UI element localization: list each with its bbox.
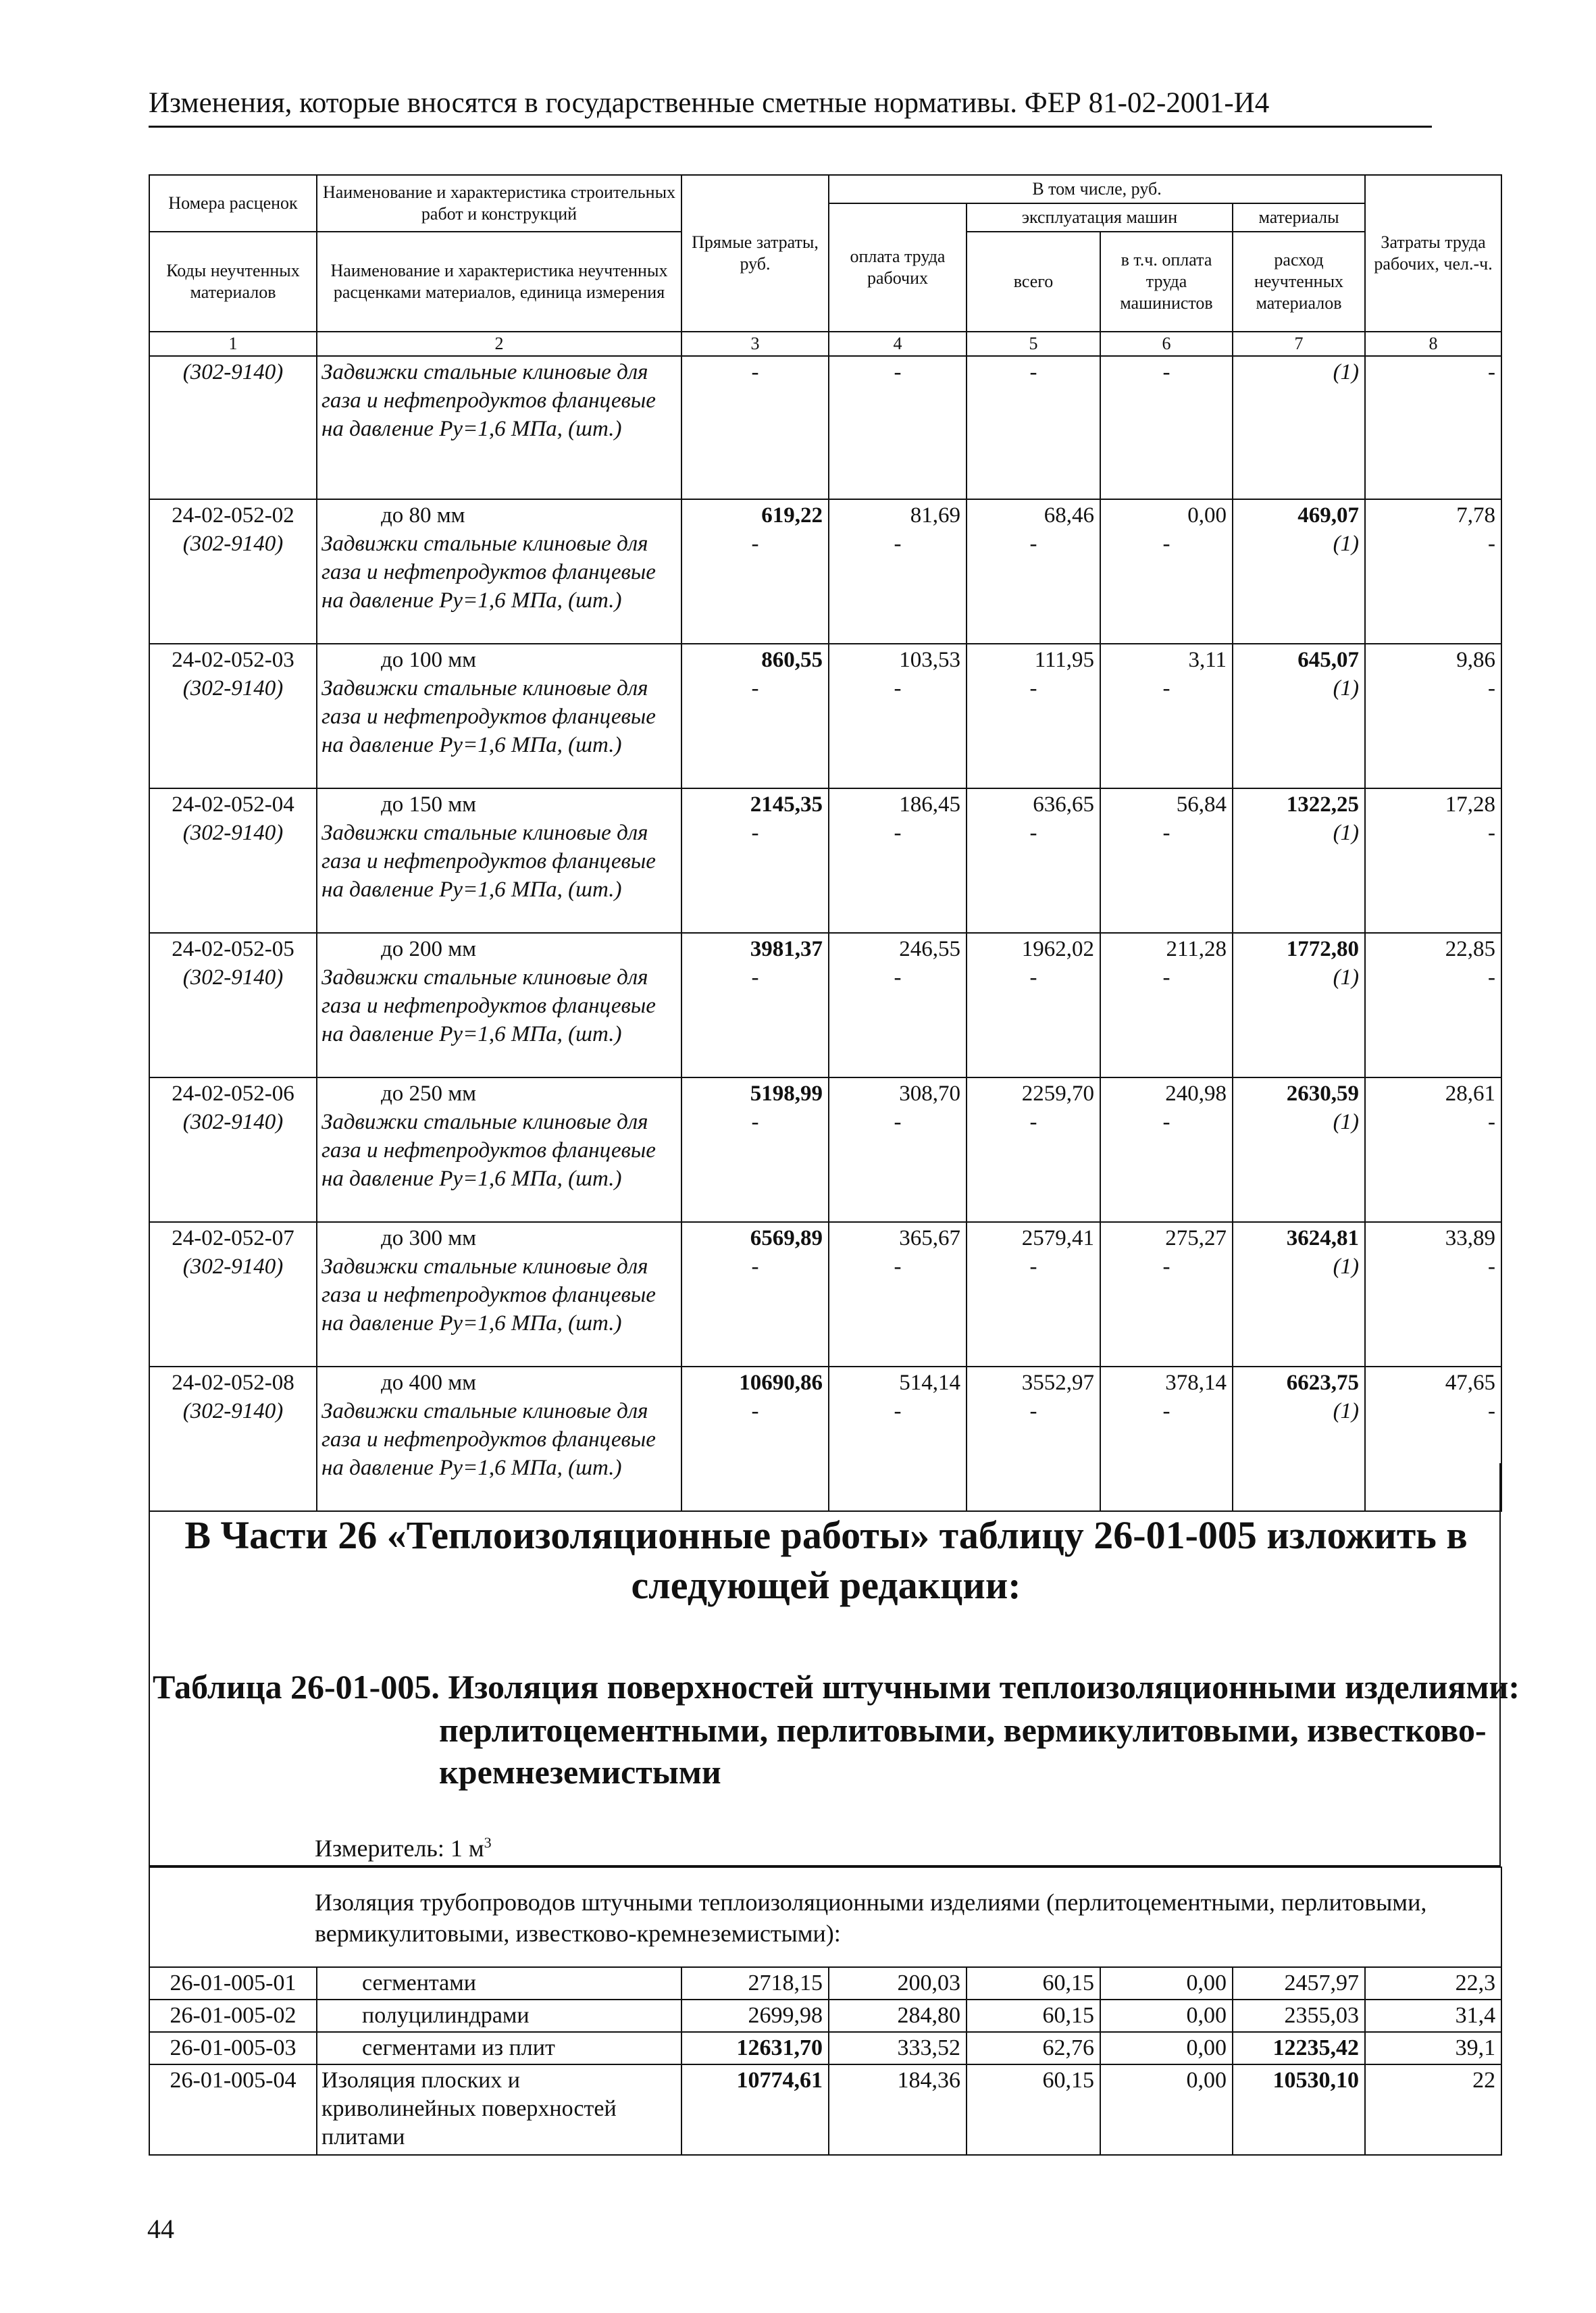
labor: 17,28 xyxy=(1445,792,1496,817)
labor: 22 xyxy=(1365,2064,1501,2155)
dash: - xyxy=(1029,676,1037,701)
work-name: Изоляция плоских и криволинейных поверхностей плитами xyxy=(317,2064,681,2155)
dash: - xyxy=(1162,1110,1170,1134)
direct-cost: 10774,61 xyxy=(681,2064,829,2155)
material-quantity: (1) xyxy=(1333,1254,1360,1279)
labor: 28,61 xyxy=(1445,1082,1496,1106)
work-name: сегментами xyxy=(317,1967,681,2000)
materials-cost: 3624,81 xyxy=(1286,1226,1360,1250)
direct-cost: 2145,35 xyxy=(750,792,823,817)
dash: - xyxy=(1488,1110,1496,1134)
table-row xyxy=(149,2000,1501,2032)
dash: - xyxy=(1488,532,1496,556)
worker-pay: 246,55 xyxy=(899,937,960,961)
material-quantity: (1) xyxy=(1333,821,1360,845)
machinist-pay: 0,00 xyxy=(1100,2064,1233,2155)
machines-total: 68,46 xyxy=(1044,503,1094,528)
dash: - xyxy=(1488,965,1496,990)
column-number: 8 xyxy=(1365,332,1501,356)
page-number: 44 xyxy=(147,2214,174,2244)
machines-total: 60,15 xyxy=(967,2000,1100,2032)
table-heading-continued: перлитоцементными, перлитовыми, вермикулитовыми, известково-кремнеземистыми xyxy=(439,1711,1487,1791)
header-worker-pay: оплата труда рабочих xyxy=(829,203,967,332)
table-row xyxy=(149,1222,1501,1367)
rate-code: 26-01-005-01 xyxy=(149,1967,317,2000)
material-quantity: (1) xyxy=(1333,532,1360,556)
table-row xyxy=(149,2064,1501,2155)
table-row xyxy=(149,356,1501,499)
table-row xyxy=(149,499,1501,644)
direct-cost: 860,55 xyxy=(761,648,823,672)
rate-code: 24-02-052-07 xyxy=(172,1226,294,1250)
column-numbers-row xyxy=(149,332,1501,356)
section-caption-row xyxy=(149,1867,1501,1967)
rate-code: 24-02-052-03 xyxy=(172,648,294,672)
machines-total: 2579,41 xyxy=(1021,1226,1094,1250)
dash: - xyxy=(1488,1399,1496,1423)
dash: - xyxy=(1029,1399,1037,1423)
header-machines-total: всего xyxy=(967,232,1100,332)
material-code: (302-9140) xyxy=(182,965,284,990)
machinist-pay: 0,00 xyxy=(1100,1967,1233,2000)
table-heading: Таблица 26-01-005. Изоляция поверхностей штучными теплоизоляционными изделиями: xyxy=(153,1668,1520,1706)
work-name: сегментами из плит xyxy=(317,2032,681,2064)
dash: - xyxy=(1162,1399,1170,1423)
materials-cost: 2630,59 xyxy=(1286,1082,1360,1106)
worker-pay: 184,36 xyxy=(829,2064,967,2155)
dash: - xyxy=(751,1110,759,1134)
dash: - xyxy=(1029,1254,1037,1279)
insulation-table xyxy=(149,1866,1502,2156)
direct-cost: 10690,86 xyxy=(739,1371,823,1395)
material-quantity: (1) xyxy=(1333,965,1360,990)
machines-total: 111,95 xyxy=(1034,648,1094,672)
header-rate-numbers: Номера расценок xyxy=(149,175,317,232)
dash: - xyxy=(751,532,759,556)
machines-total: 60,15 xyxy=(967,2064,1100,2155)
material-name: Задвижки стальные клиновые для газа и нефтепродуктов фланцевые на давление Ру=1,6 МПа, (шт.) xyxy=(321,676,656,757)
material-code: (302-9140) xyxy=(182,676,284,701)
dash: - xyxy=(1162,821,1170,845)
material-name: Задвижки стальные клиновые для газа и нефтепродуктов фланцевые на давление Ру=1,6 МПа, (шт.) xyxy=(321,360,656,441)
dash: - xyxy=(751,821,759,845)
material-code: (302-9140) xyxy=(182,1399,284,1423)
material-code: (302-9140) xyxy=(182,1254,284,1279)
material-name: Задвижки стальные клиновые для газа и нефтепродуктов фланцевые на давление Ру=1,6 МПа, (шт.) xyxy=(321,821,656,902)
column-number: 5 xyxy=(967,332,1100,356)
header-labor: Затраты труда рабочих, чел.-ч. xyxy=(1365,175,1501,332)
direct-cost: 2699,98 xyxy=(681,2000,829,2032)
machines-total: - xyxy=(1029,360,1037,384)
material-name: Задвижки стальные клиновые для газа и нефтепродуктов фланцевые на давление Ру=1,6 МПа, (шт.) xyxy=(321,532,656,613)
table-row xyxy=(149,644,1501,788)
machines-total: 1962,02 xyxy=(1021,937,1094,961)
work-name: полуцилиндрами xyxy=(317,2000,681,2032)
direct-cost: 619,22 xyxy=(761,503,823,528)
worker-pay: - xyxy=(894,360,902,384)
dash: - xyxy=(1029,965,1037,990)
unit-label: Измеритель: 1 м xyxy=(315,1835,484,1862)
machines-total: 62,76 xyxy=(967,2032,1100,2064)
table-row xyxy=(149,933,1501,1077)
materials-cost: 12235,42 xyxy=(1233,2032,1365,2064)
header-material-codes: Коды неучтенных материалов xyxy=(149,232,317,332)
column-number: 3 xyxy=(681,332,829,356)
materials-cost: 469,07 xyxy=(1297,503,1360,528)
direct-cost: - xyxy=(751,360,759,384)
header-rule xyxy=(149,126,1432,128)
header-machines: эксплуатация машин xyxy=(967,203,1233,232)
dash: - xyxy=(1029,532,1037,556)
rate-code: 26-01-005-03 xyxy=(149,2032,317,2064)
section-title-box xyxy=(149,1463,1520,1866)
machinist-pay: 0,00 xyxy=(1100,2000,1233,2032)
dash: - xyxy=(1162,532,1170,556)
machines-total: 2259,70 xyxy=(1021,1082,1094,1106)
table-row xyxy=(149,788,1501,933)
machines-total: 60,15 xyxy=(967,1967,1100,2000)
rate-size: до 80 мм xyxy=(381,503,465,528)
unit-exponent: 3 xyxy=(484,1834,492,1851)
header-machinist-pay: в т.ч. оплата труда машинистов xyxy=(1100,232,1233,332)
direct-cost: 3981,37 xyxy=(750,937,823,961)
dash: - xyxy=(1162,1254,1170,1279)
column-number: 6 xyxy=(1100,332,1233,356)
rate-code: 24-02-052-08 xyxy=(172,1371,294,1395)
dash: - xyxy=(1488,1254,1496,1279)
materials-cost: 6623,75 xyxy=(1286,1371,1360,1395)
machines-total: 636,65 xyxy=(1033,792,1094,817)
machinist-pay: 3,11 xyxy=(1188,648,1227,672)
dash: - xyxy=(1488,676,1496,701)
dash: - xyxy=(894,1110,902,1134)
dash: - xyxy=(1162,965,1170,990)
rate-size: до 200 мм xyxy=(381,937,477,961)
column-number: 2 xyxy=(317,332,681,356)
dash: - xyxy=(894,965,902,990)
labor: 39,1 xyxy=(1365,2032,1501,2064)
rate-size: до 400 мм xyxy=(381,1371,477,1395)
rate-size: до 100 мм xyxy=(381,648,477,672)
direct-cost: 6569,89 xyxy=(750,1226,823,1250)
material-code: (302-9140) xyxy=(182,532,284,556)
dash: - xyxy=(751,1399,759,1423)
dash: - xyxy=(1029,821,1037,845)
rates-table xyxy=(149,174,1502,1512)
table-row xyxy=(149,2032,1501,2064)
machinist-pay: 0,00 xyxy=(1100,2032,1233,2064)
machinist-pay: 211,28 xyxy=(1166,937,1227,961)
materials-cost: 1772,80 xyxy=(1286,937,1360,961)
materials-cost: 10530,10 xyxy=(1233,2064,1365,2155)
dash: - xyxy=(894,532,902,556)
worker-pay: 81,69 xyxy=(910,503,960,528)
header-materials: материалы xyxy=(1233,203,1365,232)
materials-cost: 1322,25 xyxy=(1286,792,1360,817)
rate-code: 24-02-052-04 xyxy=(172,792,294,817)
dash: - xyxy=(751,676,759,701)
header-work-name: Наименование и характеристика строительных работ и конструкций xyxy=(317,175,681,232)
dash: - xyxy=(894,821,902,845)
part-heading: В Части 26 «Теплоизоляционные работы» таблицу 26-01-005 изложить в следующей редакции: xyxy=(184,1513,1468,1607)
material-name: Задвижки стальные клиновые для газа и нефтепродуктов фланцевые на давление Ру=1,6 МПа, (шт.) xyxy=(321,965,656,1046)
machinist-pay: 240,98 xyxy=(1165,1082,1227,1106)
table-row xyxy=(149,1077,1501,1222)
rate-code: 24-02-052-05 xyxy=(172,937,294,961)
labor: 7,78 xyxy=(1456,503,1496,528)
worker-pay: 514,14 xyxy=(899,1371,960,1395)
material-quantity: (1) xyxy=(1333,1399,1360,1423)
header-including: В том числе, руб. xyxy=(829,175,1365,203)
labor: 33,89 xyxy=(1445,1226,1496,1250)
running-header: Изменения, которые вносятся в государственные сметные нормативы. ФЕР 81-02-2001-И4 xyxy=(149,87,1270,119)
rate-size: до 300 мм xyxy=(381,1226,477,1250)
labor: 22,85 xyxy=(1445,937,1496,961)
column-number: 1 xyxy=(149,332,317,356)
worker-pay: 200,03 xyxy=(829,1967,967,2000)
material-code: (302-9140) xyxy=(182,360,284,384)
column-number: 4 xyxy=(829,332,967,356)
header-materials-sub: расход неучтенных материалов xyxy=(1233,232,1365,332)
labor: 31,4 xyxy=(1365,2000,1501,2032)
machinist-pay: - xyxy=(1162,360,1170,384)
direct-cost: 5198,99 xyxy=(750,1082,823,1106)
header-material-names: Наименование и характеристика неучтенных расценками материалов, единица измерения xyxy=(317,232,681,332)
rate-size: до 150 мм xyxy=(381,792,477,817)
rate-code: 24-02-052-02 xyxy=(172,503,294,528)
header-direct-costs: Прямые затраты, руб. xyxy=(681,175,829,332)
machinist-pay: 378,14 xyxy=(1165,1371,1227,1395)
dash: - xyxy=(1162,676,1170,701)
dash: - xyxy=(894,1399,902,1423)
materials-cost: 645,07 xyxy=(1297,648,1360,672)
material-name: Задвижки стальные клиновые для газа и нефтепродуктов фланцевые на давление Ру=1,6 МПа, (шт.) xyxy=(321,1110,656,1191)
labor: 9,86 xyxy=(1456,648,1496,672)
material-code: (302-9140) xyxy=(182,821,284,845)
material-name: Задвижки стальные клиновые для газа и нефтепродуктов фланцевые на давление Ру=1,6 МПа, (шт.) xyxy=(321,1254,656,1336)
material-name: Задвижки стальные клиновые для газа и нефтепродуктов фланцевые на давление Ру=1,6 МПа, (шт.) xyxy=(321,1399,656,1480)
material-quantity: (1) xyxy=(1333,360,1360,384)
rate-code: 24-02-052-06 xyxy=(172,1082,294,1106)
machinist-pay: 56,84 xyxy=(1176,792,1227,817)
labor: - xyxy=(1488,360,1496,384)
dash: - xyxy=(751,965,759,990)
dash: - xyxy=(894,676,902,701)
dash: - xyxy=(1488,821,1496,845)
dash: - xyxy=(1029,1110,1037,1134)
rate-size: до 250 мм xyxy=(381,1082,477,1106)
table-row xyxy=(149,1967,1501,2000)
rate-code: 26-01-005-02 xyxy=(149,2000,317,2032)
worker-pay: 284,80 xyxy=(829,2000,967,2032)
machinist-pay: 275,27 xyxy=(1165,1226,1227,1250)
worker-pay: 333,52 xyxy=(829,2032,967,2064)
dash: - xyxy=(894,1254,902,1279)
materials-cost: 2457,97 xyxy=(1233,1967,1365,2000)
worker-pay: 103,53 xyxy=(899,648,960,672)
section-caption: Изоляция трубопроводов штучными теплоизоляционными изделиями (перлитоцементными, перлитовыми, вермикулитовыми, известково-кремнеземистыми): xyxy=(149,1867,1501,1967)
machines-total: 3552,97 xyxy=(1021,1371,1094,1395)
dash: - xyxy=(751,1254,759,1279)
rate-code: 26-01-005-04 xyxy=(149,2064,317,2155)
unit-of-measure xyxy=(315,1828,492,1863)
labor: 22,3 xyxy=(1365,1967,1501,2000)
machinist-pay: 0,00 xyxy=(1187,503,1227,528)
worker-pay: 308,70 xyxy=(899,1082,960,1106)
material-quantity: (1) xyxy=(1333,1110,1360,1134)
column-number: 7 xyxy=(1233,332,1365,356)
direct-cost: 12631,70 xyxy=(681,2032,829,2064)
direct-cost: 2718,15 xyxy=(681,1967,829,2000)
worker-pay: 186,45 xyxy=(899,792,960,817)
worker-pay: 365,67 xyxy=(899,1226,960,1250)
materials-cost: 2355,03 xyxy=(1233,2000,1365,2032)
material-quantity: (1) xyxy=(1333,676,1360,701)
labor: 47,65 xyxy=(1445,1371,1496,1395)
material-code: (302-9140) xyxy=(182,1110,284,1134)
